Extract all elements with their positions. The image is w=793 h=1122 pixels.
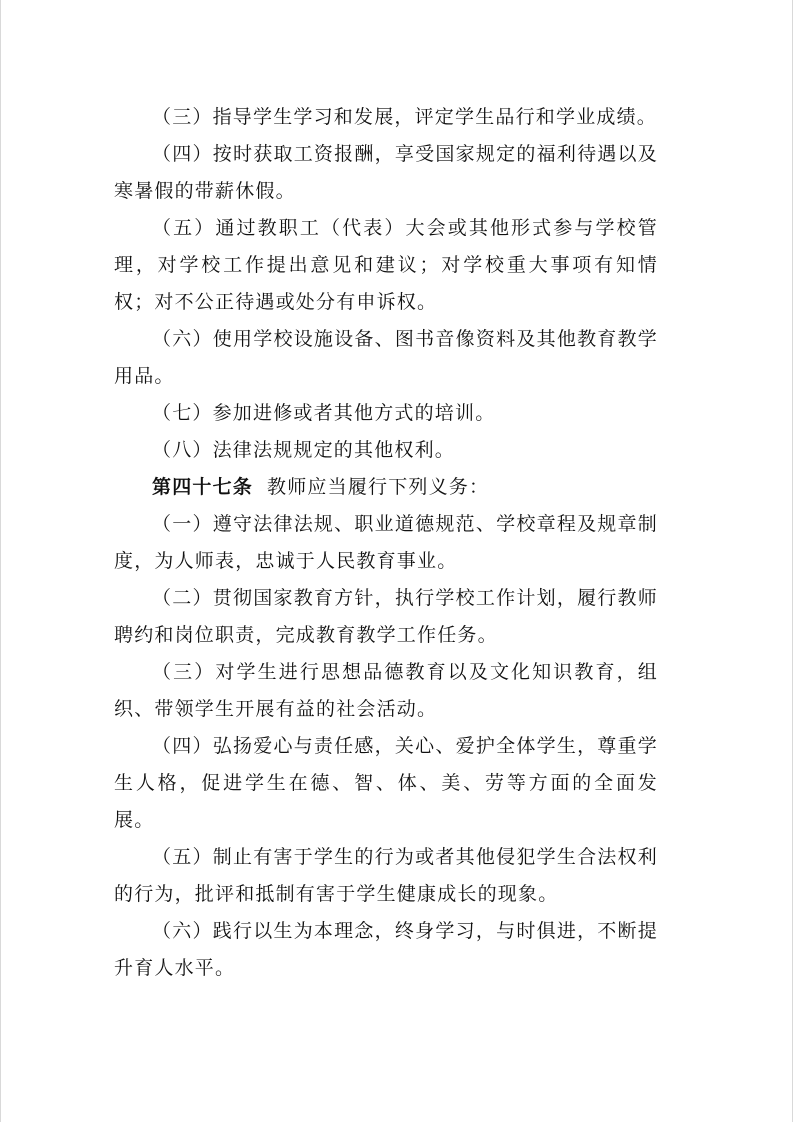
paragraph-duties-3: （三）对学生进行思想品德教育以及文化知识教育，组织、带领学生开展有益的社会活动。 [114, 661, 658, 720]
article-heading: 第四十七条 [152, 476, 254, 498]
paragraph-duties-5: （五）制止有害于学生的行为或者其他侵犯学生合法权利的行为，批评和抵制有害于学生健康成长的现象。 [114, 846, 658, 905]
paragraph-duties-6: （六）践行以生为本理念，终身学习，与时俱进，不断提升育人水平。 [114, 920, 658, 979]
document-body [114, 99, 658, 987]
paragraph-duties-4: （四）弘扬爱心与责任感，关心、爱护全体学生，尊重学生人格，促进学生在德、智、体、美、劳等方面的全面发展。 [114, 735, 658, 831]
article-47 [114, 469, 658, 506]
paragraph-rights-4: （四）按时获取工资报酬，享受国家规定的福利待遇以及寒暑假的带薪休假。 [114, 143, 658, 202]
article-text: 教师应当履行下列义务： [267, 476, 490, 498]
paragraph-rights-3: （三）指导学生学习和发展，评定学生品行和学业成绩。 [152, 106, 658, 128]
paragraph-rights-5: （五）通过教职工（代表）大会或其他形式参与学校管理，对学校工作提出意见和建议；对学校重大事项有知情权；对不公正待遇或处分有申诉权。 [114, 217, 658, 313]
paragraph-rights-6: （六）使用学校设施设备、图书音像资料及其他教育教学用品。 [114, 328, 658, 387]
paragraph-duties-1: （一）遵守法律法规、职业道德规范、学校章程及规章制度，为人师表，忠诚于人民教育事业。 [114, 513, 658, 572]
paragraph-duties-2: （二）贯彻国家教育方针，执行学校工作计划，履行教师聘约和岗位职责，完成教育教学工作任务。 [114, 587, 658, 646]
paragraph-rights-8: （八）法律法规规定的其他权利。 [152, 439, 456, 461]
paragraph-rights-7: （七）参加进修或者其他方式的培训。 [152, 402, 496, 424]
